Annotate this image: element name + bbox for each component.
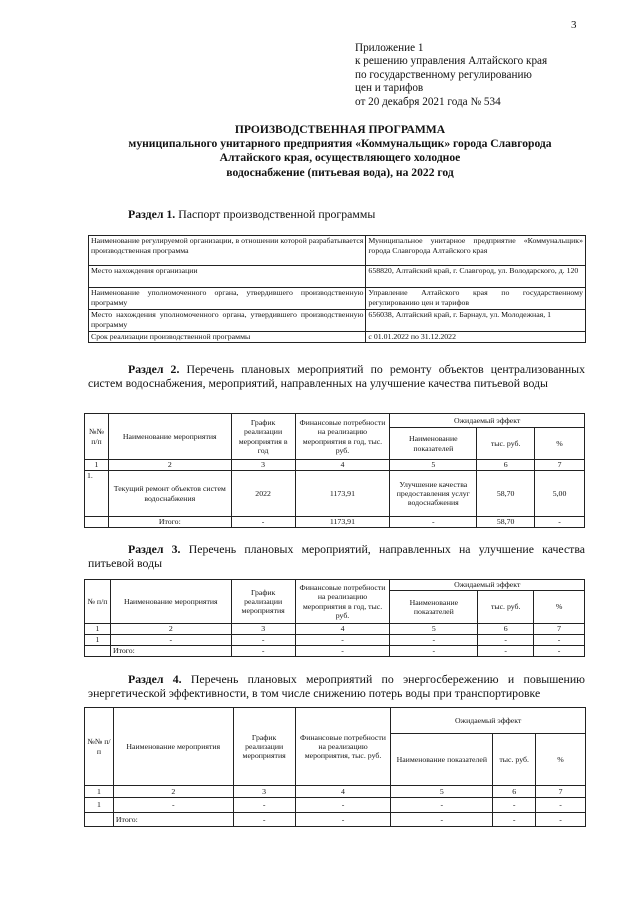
row-schedule: 2022 — [231, 471, 295, 517]
header-schedule: График реализации мероприятия — [233, 708, 295, 786]
total-finance: - — [295, 646, 390, 657]
table-header-row — [85, 580, 585, 591]
total-pct: - — [535, 517, 585, 528]
header-rub: тыс. руб. — [493, 734, 536, 786]
total-schedule: - — [231, 646, 295, 657]
section3-heading — [88, 542, 585, 570]
header-num: №№ п/п — [85, 414, 109, 460]
col-number: 5 — [390, 624, 478, 635]
passport-cell-label: Наименование уполномоченного органа, утвердившего производственную программу — [89, 288, 366, 310]
total-pct: - — [534, 646, 585, 657]
header-pct: % — [534, 591, 585, 624]
passport-cell-value: с 01.01.2022 по 31.12.2022 — [366, 332, 586, 343]
col-number: 6 — [493, 786, 536, 798]
header-num: № п/п — [85, 580, 111, 624]
section2-text: Перечень плановых мероприятий по ремонту объектов централизованных систем водоснабжения, мероприятий, направленных на улучшение качества питьевой воды — [88, 362, 585, 390]
total-pct: - — [536, 813, 586, 827]
col-number: 2 — [108, 460, 231, 471]
col-number: 6 — [477, 460, 535, 471]
col-number: 5 — [390, 460, 477, 471]
table-row — [89, 332, 586, 343]
header-pct: % — [536, 734, 586, 786]
total-label: Итого: — [110, 646, 231, 657]
col-number: 6 — [478, 624, 534, 635]
col-number: 5 — [391, 786, 493, 798]
header-finance: Финансовые потребности на реализацию мероприятия в год, тыс. руб. — [295, 580, 390, 624]
empty-cell — [85, 646, 111, 657]
total-rub: - — [493, 813, 536, 827]
col-number: 7 — [536, 786, 586, 798]
appendix-line: Приложение 1 — [355, 42, 424, 54]
header-name: Наименование мероприятия — [108, 414, 231, 460]
header-pct: % — [535, 428, 585, 460]
passport-cell-label: Место нахождения уполномоченного органа, утвердившего производственную программу — [89, 310, 366, 332]
table-row — [85, 635, 585, 646]
header-finance: Финансовые потребности на реализацию мероприятия в год, тыс. руб. — [295, 414, 390, 460]
row-indicator: Улучшение качества предоставления услуг водоснабжения — [390, 471, 477, 517]
col-number: 1 — [85, 624, 111, 635]
total-rub: 58,70 — [477, 517, 535, 528]
passport-table — [88, 235, 586, 343]
passport-cell-value: 658820, Алтайский край, г. Славгород, ул. Володарского, д. 120 — [366, 266, 586, 288]
col-number: 3 — [231, 460, 295, 471]
section4-heading — [88, 672, 585, 700]
section2-table — [84, 413, 585, 528]
col-number: 3 — [233, 786, 295, 798]
total-finance: 1173,91 — [295, 517, 390, 528]
col-number: 7 — [534, 624, 585, 635]
table-row — [85, 460, 585, 471]
appendix-line: к решению управления Алтайского края — [355, 55, 548, 68]
section4-table — [84, 707, 586, 827]
table-row — [89, 288, 586, 310]
appendix-line: по государственному регулированию — [355, 68, 532, 81]
title-line: водоснабжение (питьевая вода), на 2022 год — [226, 165, 454, 179]
section4-text: Перечень плановых мероприятий по энергосбережению и повышению энергетической эффективности, в том числе снижению потерь воды при транспортировке — [88, 672, 585, 700]
section2-label: Раздел 2. — [128, 362, 180, 376]
table-header-row — [85, 414, 585, 428]
section3-text: Перечень плановых мероприятий, направленных на улучшение качества питьевой воды — [88, 542, 585, 570]
section4-label: Раздел 4. — [128, 672, 182, 686]
header-indicator: Наименование показателей — [390, 428, 477, 460]
table-header-row — [85, 708, 586, 734]
header-schedule: График реализации мероприятия — [231, 580, 295, 624]
title-line: Алтайского края, осуществляющего холодное — [219, 151, 461, 165]
col-number: 1 — [85, 460, 109, 471]
table-total-row — [85, 517, 585, 528]
appendix-block — [355, 42, 547, 109]
header-schedule: График реализации мероприятия в год — [231, 414, 295, 460]
header-indicator: Наименование показателей — [390, 591, 478, 624]
passport-cell-value: Муниципальное унитарное предприятие «Коммунальщик» города Славгорода Алтайского края — [366, 236, 586, 266]
row-num: 1 — [85, 798, 114, 813]
section1-label: Раздел 1. — [128, 207, 176, 221]
table-row — [89, 310, 586, 332]
total-schedule: - — [233, 813, 295, 827]
col-number: 4 — [295, 460, 390, 471]
col-number: 3 — [231, 624, 295, 635]
row-schedule: - — [231, 635, 295, 646]
row-indicator: - — [391, 798, 493, 813]
row-rub: - — [478, 635, 534, 646]
section3-label: Раздел 3. — [128, 542, 181, 556]
row-pct: - — [536, 798, 586, 813]
table-row — [85, 624, 585, 635]
document-title — [40, 123, 639, 180]
appendix-line: от 20 декабря 2021 года № 534 — [355, 95, 501, 108]
row-num: 1. — [85, 471, 109, 517]
title-line: муниципального унитарного предприятия «Коммунальщик» города Славгорода — [128, 137, 552, 151]
header-effect: Ожидаемый эффект — [391, 708, 586, 734]
header-indicator: Наименование показателей — [391, 734, 493, 786]
row-num: 1 — [85, 635, 111, 646]
total-indicator: - — [390, 517, 477, 528]
total-label: Итого: — [108, 517, 231, 528]
header-effect: Ожидаемый эффект — [390, 580, 585, 591]
col-number: 1 — [85, 786, 114, 798]
section2-heading — [88, 362, 585, 390]
header-num: №№ п/п — [85, 708, 114, 786]
page-number: 3 — [571, 19, 577, 31]
row-pct: - — [534, 635, 585, 646]
row-finance: - — [295, 635, 390, 646]
passport-cell-label: Наименование регулируемой организации, в отношении которой разрабатывается производственная программа — [89, 236, 366, 266]
header-rub: тыс. руб. — [478, 591, 534, 624]
header-rub: тыс. руб. — [477, 428, 535, 460]
title-line: ПРОИЗВОДСТВЕННАЯ ПРОГРАММА — [234, 123, 446, 136]
total-label: Итого: — [113, 813, 233, 827]
table-row — [85, 798, 586, 813]
table-row — [85, 786, 586, 798]
row-pct: 5,00 — [535, 471, 585, 517]
section1-heading — [128, 207, 375, 221]
col-number: 4 — [295, 786, 391, 798]
section1-text: Паспорт производственной программы — [175, 207, 376, 221]
table-row — [89, 236, 586, 266]
row-indicator: - — [390, 635, 478, 646]
total-indicator: - — [390, 646, 478, 657]
total-finance: - — [295, 813, 391, 827]
total-schedule: - — [231, 517, 295, 528]
header-finance: Финансовые потребности на реализацию мероприятия, тыс. руб. — [295, 708, 391, 786]
table-row — [89, 266, 586, 288]
row-rub: 58,70 — [477, 471, 535, 517]
row-name: - — [110, 635, 231, 646]
row-rub: - — [493, 798, 536, 813]
row-name: Текущий ремонт объектов систем водоснабжения — [108, 471, 231, 517]
passport-cell-label: Место нахождения организации — [89, 266, 366, 288]
appendix-line: цен и тарифов — [355, 82, 424, 95]
total-rub: - — [478, 646, 534, 657]
row-name: - — [113, 798, 233, 813]
empty-cell — [85, 517, 109, 528]
passport-cell-label: Срок реализации производственной программы — [89, 332, 366, 343]
row-finance: 1173,91 — [295, 471, 390, 517]
section3-table — [84, 579, 585, 657]
header-effect: Ожидаемый эффект — [390, 414, 585, 428]
empty-cell — [85, 813, 114, 827]
col-number: 4 — [295, 624, 390, 635]
table-total-row — [85, 646, 585, 657]
total-indicator: - — [391, 813, 493, 827]
row-schedule: - — [233, 798, 295, 813]
header-name: Наименование мероприятия — [113, 708, 233, 786]
passport-cell-value: 656038, Алтайский край, г. Барнаул, ул. Молодежная, 1 — [366, 310, 586, 332]
row-finance: - — [295, 798, 391, 813]
header-name: Наименование мероприятия — [110, 580, 231, 624]
passport-cell-value: Управление Алтайского края по государственному регулированию цен и тарифов — [366, 288, 586, 310]
col-number: 7 — [535, 460, 585, 471]
table-total-row — [85, 813, 586, 827]
col-number: 2 — [113, 786, 233, 798]
table-row — [85, 471, 585, 517]
col-number: 2 — [110, 624, 231, 635]
